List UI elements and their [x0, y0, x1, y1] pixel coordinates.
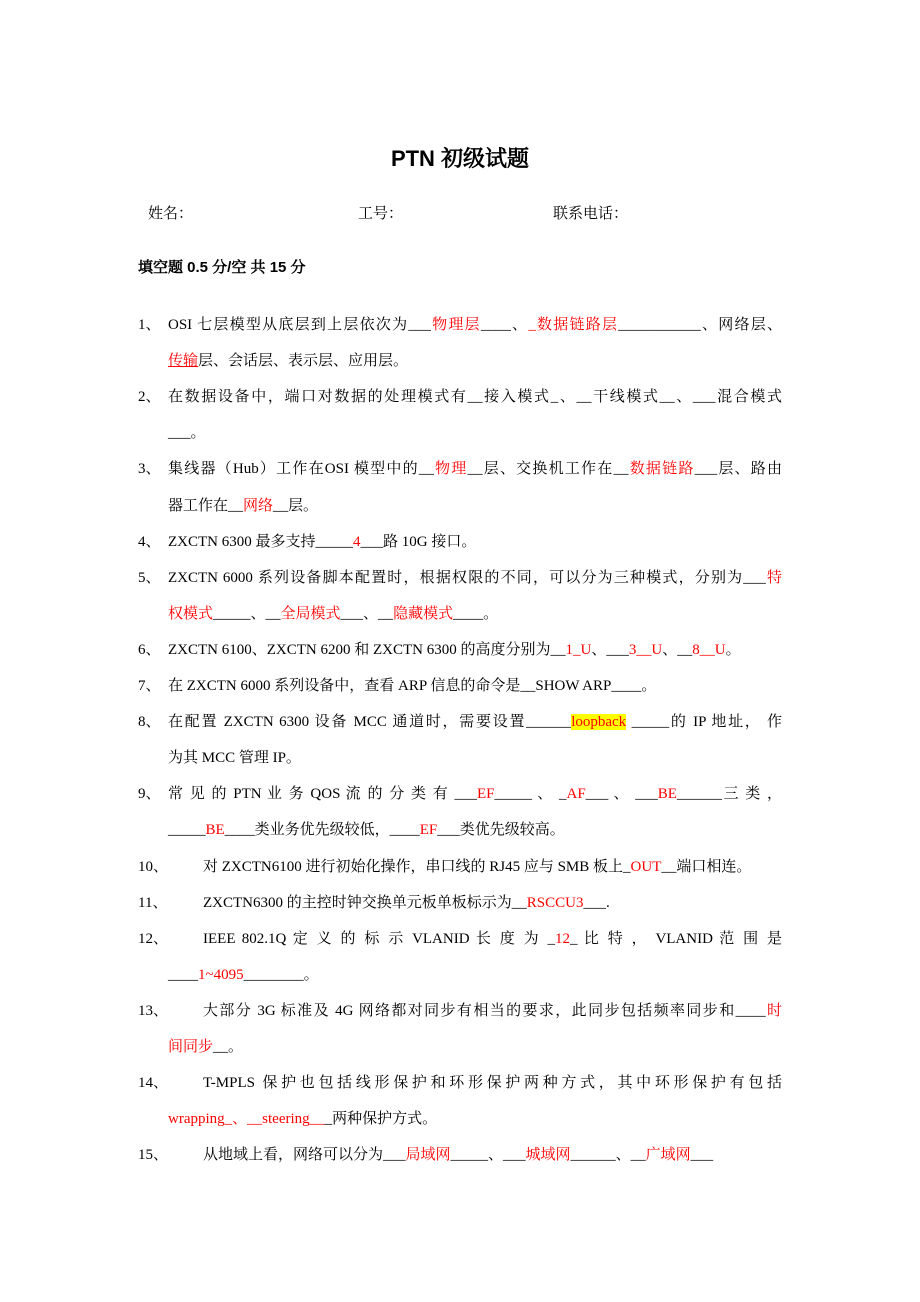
phone-label: 联系电话：: [553, 206, 629, 222]
page-title: PTN 初级试题: [390, 146, 530, 171]
question-line: [168, 531, 476, 553]
question-text: ZXCTN 6300 最多支持_____: [168, 533, 353, 550]
question-line: [203, 1072, 782, 1094]
question-text: 对 ZXCTN6100 进行初始化操作，串口线的 RJ45 应与 SMB 板上_: [203, 858, 631, 875]
question-text: _____ 、 _: [494, 786, 567, 803]
question-text: _ 比 特 ， VLANID 范 围 是: [570, 930, 782, 947]
question-text: 常 见 的 PTN 业 务 QOS 流 的 分 类 有 ___: [168, 786, 477, 803]
answer-text: 3__U: [628, 641, 663, 658]
answer-text: 特: [765, 569, 782, 586]
question-line: [203, 892, 610, 914]
answer-text: _数据链路层: [528, 317, 619, 333]
answer-text: 物理层: [430, 317, 481, 333]
question-line: [168, 1108, 437, 1130]
question-number: 14、: [138, 1075, 169, 1092]
question-line: [168, 964, 319, 986]
question-line: [168, 350, 408, 372]
question-text: ZXCTN 6000 系列设备脚本配置时，根据权限的不同，可以分为三种模式，分别为___: [168, 569, 766, 586]
answer-text: 数据链路: [628, 461, 695, 478]
question-number: 6、: [138, 641, 161, 658]
question-line: [168, 495, 318, 517]
question-number: 3、: [138, 461, 161, 478]
question-number: 1、: [138, 317, 161, 333]
question-text: _两种保护方式。: [324, 1111, 438, 1128]
question-text: ___层、路由: [694, 461, 782, 478]
question-text: ZXCTN 6100、ZXCTN 6200 和 ZXCTN 6300 的高度分别为__: [168, 641, 566, 658]
question-line: [168, 603, 498, 625]
answer-text: OUT: [630, 858, 662, 875]
answer-text: wrapping_、__steering__: [168, 1111, 325, 1128]
answer-text: 1~4095: [198, 966, 244, 983]
question-text: ______、__: [570, 1147, 646, 1164]
answer-text: 间同步: [168, 1039, 214, 1055]
answer-text: 城域网: [525, 1147, 571, 1164]
question-text: ________。: [243, 966, 319, 983]
question-text: 在 ZXCTN 6000 系列设备中，查看 ARP 信息的命令是__SHOW ARP____。: [168, 678, 657, 694]
answer-text: 12: [555, 930, 570, 947]
answer-text: BE: [205, 822, 225, 839]
question-line: [168, 567, 782, 589]
question-line: [168, 783, 782, 805]
name-label: 姓名：: [148, 206, 194, 222]
answer-text: 隐藏模式: [393, 605, 454, 622]
question-number: 2、: [138, 389, 161, 406]
question-text: _____、__: [213, 605, 281, 622]
question-line: [203, 928, 782, 950]
question-text: _____: [168, 822, 206, 839]
question-line: [203, 1000, 782, 1022]
question-text: 从地域上看，网络可以分为___: [203, 1147, 406, 1164]
question-line: [168, 639, 741, 661]
question-text: ___、__: [340, 605, 394, 622]
question-line: [168, 747, 301, 769]
question-text: ____。: [453, 605, 499, 622]
answer-text: 1_U: [565, 641, 592, 658]
question-number: 8、: [138, 714, 161, 731]
question-line: [168, 711, 782, 733]
question-text: ___类优先级较高。: [437, 822, 565, 839]
question-number: 7、: [138, 678, 161, 694]
question-text: ___________、网络层、: [618, 317, 782, 333]
question-text: ____、: [480, 317, 529, 333]
question-line: [168, 1036, 243, 1058]
question-text: 层、会话层、表示层、应用层。: [198, 353, 409, 370]
answer-text: BE: [657, 786, 677, 803]
question-number: 4、: [138, 533, 161, 550]
answer-text: EF: [419, 822, 438, 839]
question-line: [168, 386, 782, 408]
question-text: ___。: [168, 425, 206, 442]
employee-id-label: 工号：: [358, 206, 404, 222]
question-number: 12、: [138, 930, 169, 947]
question-text: 集线器（Hub）工作在OSI 模型中的__: [168, 461, 434, 478]
answer-text: 全局模式: [280, 605, 341, 622]
question-text: 在数据设备中，端口对数据的处理模式有__接入模式_、__干线模式__、___混合模式: [168, 389, 782, 406]
question-number: 11、: [138, 894, 168, 911]
question-number: 5、: [138, 569, 161, 586]
answer-text: EF: [477, 786, 495, 803]
question-text: 、___: [591, 641, 629, 658]
question-number: 10、: [138, 858, 169, 875]
question-text: ___.: [583, 894, 610, 911]
question-text: _____的 IP 地址， 作: [626, 714, 782, 731]
answer-text: 4: [353, 533, 361, 550]
answer-text: 传输: [168, 353, 199, 370]
question-text: __层、交换机工作在__: [467, 461, 629, 478]
question-text: IEEE 802.1Q 定 义 的 标 示 VLANID 长 度 为 _: [203, 930, 555, 947]
answer-text: RSCCU3: [526, 894, 584, 911]
question-text: _____、___: [450, 1147, 526, 1164]
answer-text: 物理: [433, 461, 468, 478]
answer-text: loopback: [571, 714, 627, 731]
question-text: ___路 10G 接口。: [360, 533, 477, 550]
question-line: [168, 314, 782, 336]
question-line: [203, 856, 751, 878]
answer-text: 8__U: [692, 641, 726, 658]
question-number: 13、: [138, 1002, 169, 1019]
question-text: 为其 MCC 管理 IP。: [168, 750, 301, 767]
question-line: [203, 1144, 713, 1166]
question-number: 15、: [138, 1147, 169, 1164]
question-text: ____类业务优先级较低，____: [224, 822, 420, 839]
question-text: 。: [725, 641, 741, 658]
question-text: T-MPLS 保护也包括线形保护和环形保护两种方式，其中环形保护有包括: [203, 1075, 782, 1092]
question-text: OSI 七层模型从底层到上层依次为___: [168, 317, 431, 333]
question-text: 器工作在__: [168, 497, 244, 514]
question-line: [168, 422, 206, 444]
question-text: ZXCTN6300 的主控时钟交换单元板单板标示为__: [203, 894, 527, 911]
question-text: __。: [213, 1039, 244, 1055]
answer-text: 局域网: [405, 1147, 451, 1164]
answer-text: AF: [566, 786, 586, 803]
question-text: __端口相连。: [661, 858, 752, 875]
question-line: [168, 819, 565, 841]
question-text: ____: [168, 966, 198, 983]
question-text: 在配置 ZXCTN 6300 设备 MCC 通道时，需要设置______: [168, 714, 572, 731]
question-line: [168, 458, 782, 480]
question-text: 大部分 3G 标准及 4G 网络都对同步有相当的要求，此同步包括频率同步和____: [203, 1002, 766, 1019]
answer-text: 网络: [243, 497, 274, 514]
question-text: 、__: [662, 641, 693, 658]
section-heading: 填空题 0.5 分/空 共 15 分: [138, 259, 306, 276]
question-line: [168, 675, 656, 697]
answer-text: 时: [765, 1002, 782, 1019]
question-text: ___: [690, 1147, 714, 1164]
question-number: 9、: [138, 786, 161, 803]
question-text: ___ 、 ___: [585, 786, 658, 803]
question-text: ______三 类 ，: [676, 786, 782, 803]
answer-text: 广域网: [645, 1147, 691, 1164]
answer-text: 权模式: [168, 605, 214, 622]
question-text: __层。: [273, 497, 319, 514]
